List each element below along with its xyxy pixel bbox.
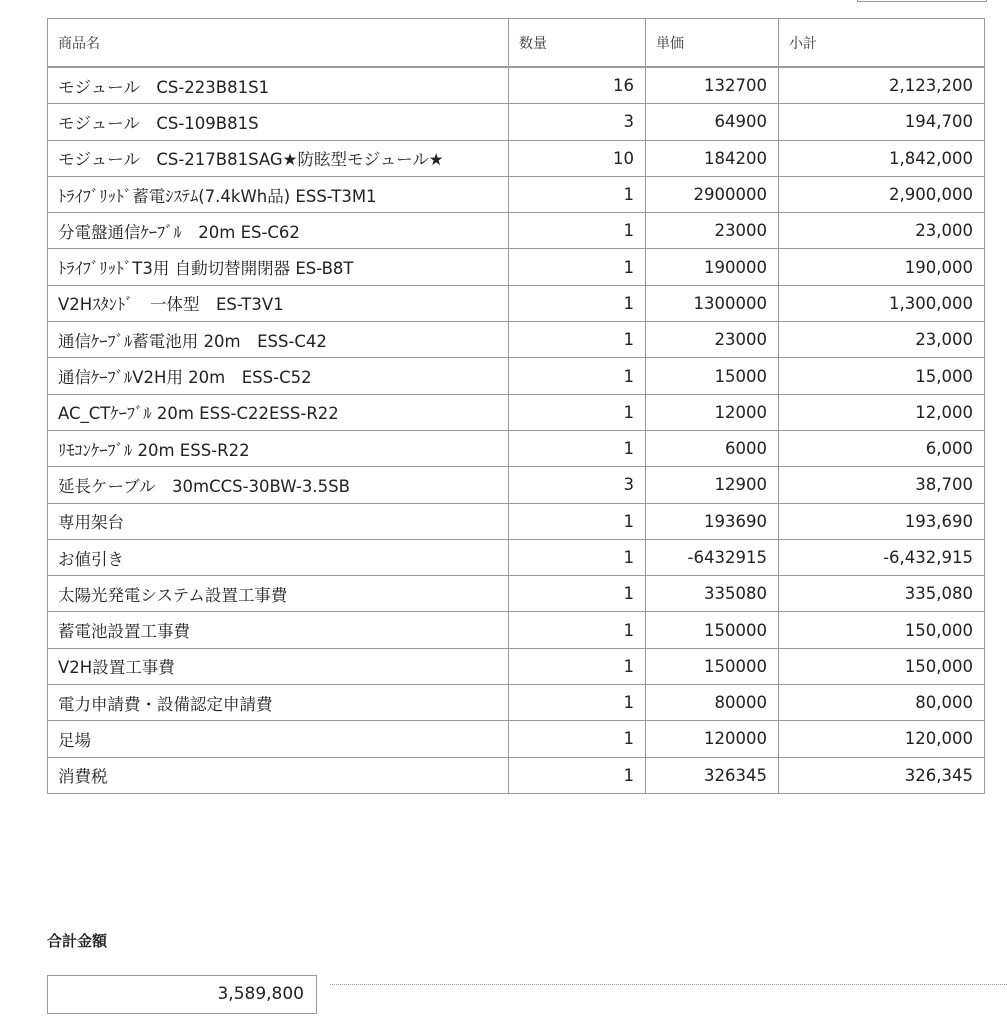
cell-unit-price: 1300000 [646, 285, 779, 321]
cell-unit-price: 120000 [646, 721, 779, 757]
cell-product-name: 足場 [48, 721, 509, 757]
cell-quantity: 1 [509, 648, 646, 684]
cell-subtotal: 120,000 [779, 721, 985, 757]
cell-unit-price: 150000 [646, 612, 779, 648]
cell-product-name: 通信ｹｰﾌﾞﾙ蓄電池用 20m ESS-C42 [48, 322, 509, 358]
header-quantity: 数量 [509, 19, 646, 68]
cell-product-name: 専用架台 [48, 503, 509, 539]
cell-quantity: 3 [509, 104, 646, 140]
cell-quantity: 1 [509, 757, 646, 793]
cell-unit-price: 190000 [646, 249, 779, 285]
dotted-divider [330, 984, 1007, 985]
table-row [48, 539, 985, 575]
cell-quantity: 16 [509, 67, 646, 104]
cell-subtotal: 193,690 [779, 503, 985, 539]
cell-quantity: 1 [509, 285, 646, 321]
cell-product-name: 通信ｹｰﾌﾞﾙV2H用 20m ESS-C52 [48, 358, 509, 394]
table-row [48, 322, 985, 358]
cell-unit-price: -6432915 [646, 539, 779, 575]
cell-quantity: 1 [509, 539, 646, 575]
table-row [48, 358, 985, 394]
cell-quantity: 1 [509, 394, 646, 430]
table-row [48, 430, 985, 466]
table-row [48, 104, 985, 140]
total-label: 合計金額 [47, 932, 108, 950]
cell-product-name: 消費税 [48, 757, 509, 793]
table-row [48, 467, 985, 503]
cell-subtotal: 1,300,000 [779, 285, 985, 321]
cell-product-name: 電力申請費・設備認定申請費 [48, 685, 509, 721]
cell-subtotal: 12,000 [779, 394, 985, 430]
cell-quantity: 1 [509, 176, 646, 212]
cell-unit-price: 184200 [646, 140, 779, 176]
cell-quantity: 1 [509, 213, 646, 249]
cell-product-name: お値引き [48, 539, 509, 575]
header-product-name: 商品名 [48, 19, 509, 68]
table-row [48, 213, 985, 249]
cell-product-name: モジュール CS-109B81S [48, 104, 509, 140]
table-header-row [48, 19, 985, 68]
cell-subtotal: 150,000 [779, 648, 985, 684]
cell-unit-price: 335080 [646, 576, 779, 612]
table-row [48, 757, 985, 793]
cell-product-name: モジュール CS-217B81SAG★防眩型モジュール★ [48, 140, 509, 176]
cell-subtotal: 6,000 [779, 430, 985, 466]
cell-unit-price: 23000 [646, 213, 779, 249]
cell-subtotal: 194,700 [779, 104, 985, 140]
cell-quantity: 1 [509, 503, 646, 539]
cell-unit-price: 2900000 [646, 176, 779, 212]
table-row [48, 648, 985, 684]
cell-unit-price: 23000 [646, 322, 779, 358]
cell-subtotal: 1,842,000 [779, 140, 985, 176]
cell-product-name: V2Hｽﾀﾝﾄﾞ 一体型 ES-T3V1 [48, 285, 509, 321]
table-row [48, 503, 985, 539]
cell-unit-price: 12900 [646, 467, 779, 503]
cell-quantity: 1 [509, 612, 646, 648]
cell-quantity: 1 [509, 249, 646, 285]
cell-unit-price: 12000 [646, 394, 779, 430]
cell-quantity: 3 [509, 467, 646, 503]
top-field-box [857, 0, 987, 2]
cell-subtotal: 23,000 [779, 213, 985, 249]
cell-subtotal: -6,432,915 [779, 539, 985, 575]
header-unit-price: 単価 [646, 19, 779, 68]
cell-subtotal: 80,000 [779, 685, 985, 721]
header-subtotal: 小計 [779, 19, 985, 68]
cell-subtotal: 190,000 [779, 249, 985, 285]
cell-unit-price: 80000 [646, 685, 779, 721]
cell-unit-price: 193690 [646, 503, 779, 539]
cell-subtotal: 326,345 [779, 757, 985, 793]
table-row [48, 67, 985, 104]
cell-subtotal: 38,700 [779, 467, 985, 503]
cell-unit-price: 132700 [646, 67, 779, 104]
cell-subtotal: 23,000 [779, 322, 985, 358]
cell-subtotal: 2,900,000 [779, 176, 985, 212]
cell-quantity: 1 [509, 358, 646, 394]
cell-quantity: 1 [509, 685, 646, 721]
table-body [48, 67, 985, 793]
table-row [48, 612, 985, 648]
cell-subtotal: 2,123,200 [779, 67, 985, 104]
table-row [48, 576, 985, 612]
cell-product-name: ﾄﾗｲﾌﾞﾘｯﾄﾞT3用 自動切替開閉器 ES-B8T [48, 249, 509, 285]
cell-unit-price: 150000 [646, 648, 779, 684]
table-row [48, 140, 985, 176]
cell-product-name: モジュール CS-223B81S1 [48, 67, 509, 104]
cell-subtotal: 15,000 [779, 358, 985, 394]
cell-product-name: 太陽光発電システム設置工事費 [48, 576, 509, 612]
estimate-table [47, 18, 985, 794]
cell-quantity: 1 [509, 430, 646, 466]
cell-quantity: 1 [509, 576, 646, 612]
cell-product-name: AC_CTｹｰﾌﾞﾙ 20m ESS-C22ESS-R22 [48, 394, 509, 430]
cell-unit-price: 6000 [646, 430, 779, 466]
cell-product-name: ﾘﾓｺﾝｹｰﾌﾞﾙ 20m ESS-R22 [48, 430, 509, 466]
cell-subtotal: 150,000 [779, 612, 985, 648]
table-row [48, 285, 985, 321]
cell-product-name: 分電盤通信ｹｰﾌﾞﾙ 20m ES-C62 [48, 213, 509, 249]
cell-product-name: 蓄電池設置工事費 [48, 612, 509, 648]
table-row [48, 394, 985, 430]
table-row [48, 721, 985, 757]
cell-quantity: 1 [509, 322, 646, 358]
cell-product-name: 延長ケーブル 30mCCS-30BW-3.5SB [48, 467, 509, 503]
cell-subtotal: 335,080 [779, 576, 985, 612]
cell-unit-price: 64900 [646, 104, 779, 140]
cell-product-name: V2H設置工事費 [48, 648, 509, 684]
table-row [48, 249, 985, 285]
total-amount-field: 3,589,800 [47, 975, 317, 1014]
cell-unit-price: 15000 [646, 358, 779, 394]
cell-product-name: ﾄﾗｲﾌﾞﾘｯﾄﾞ蓄電ｼｽﾃﾑ(7.4kWh品) ESS-T3M1 [48, 176, 509, 212]
table-row [48, 176, 985, 212]
cell-unit-price: 326345 [646, 757, 779, 793]
cell-quantity: 10 [509, 140, 646, 176]
table-row [48, 685, 985, 721]
cell-quantity: 1 [509, 721, 646, 757]
